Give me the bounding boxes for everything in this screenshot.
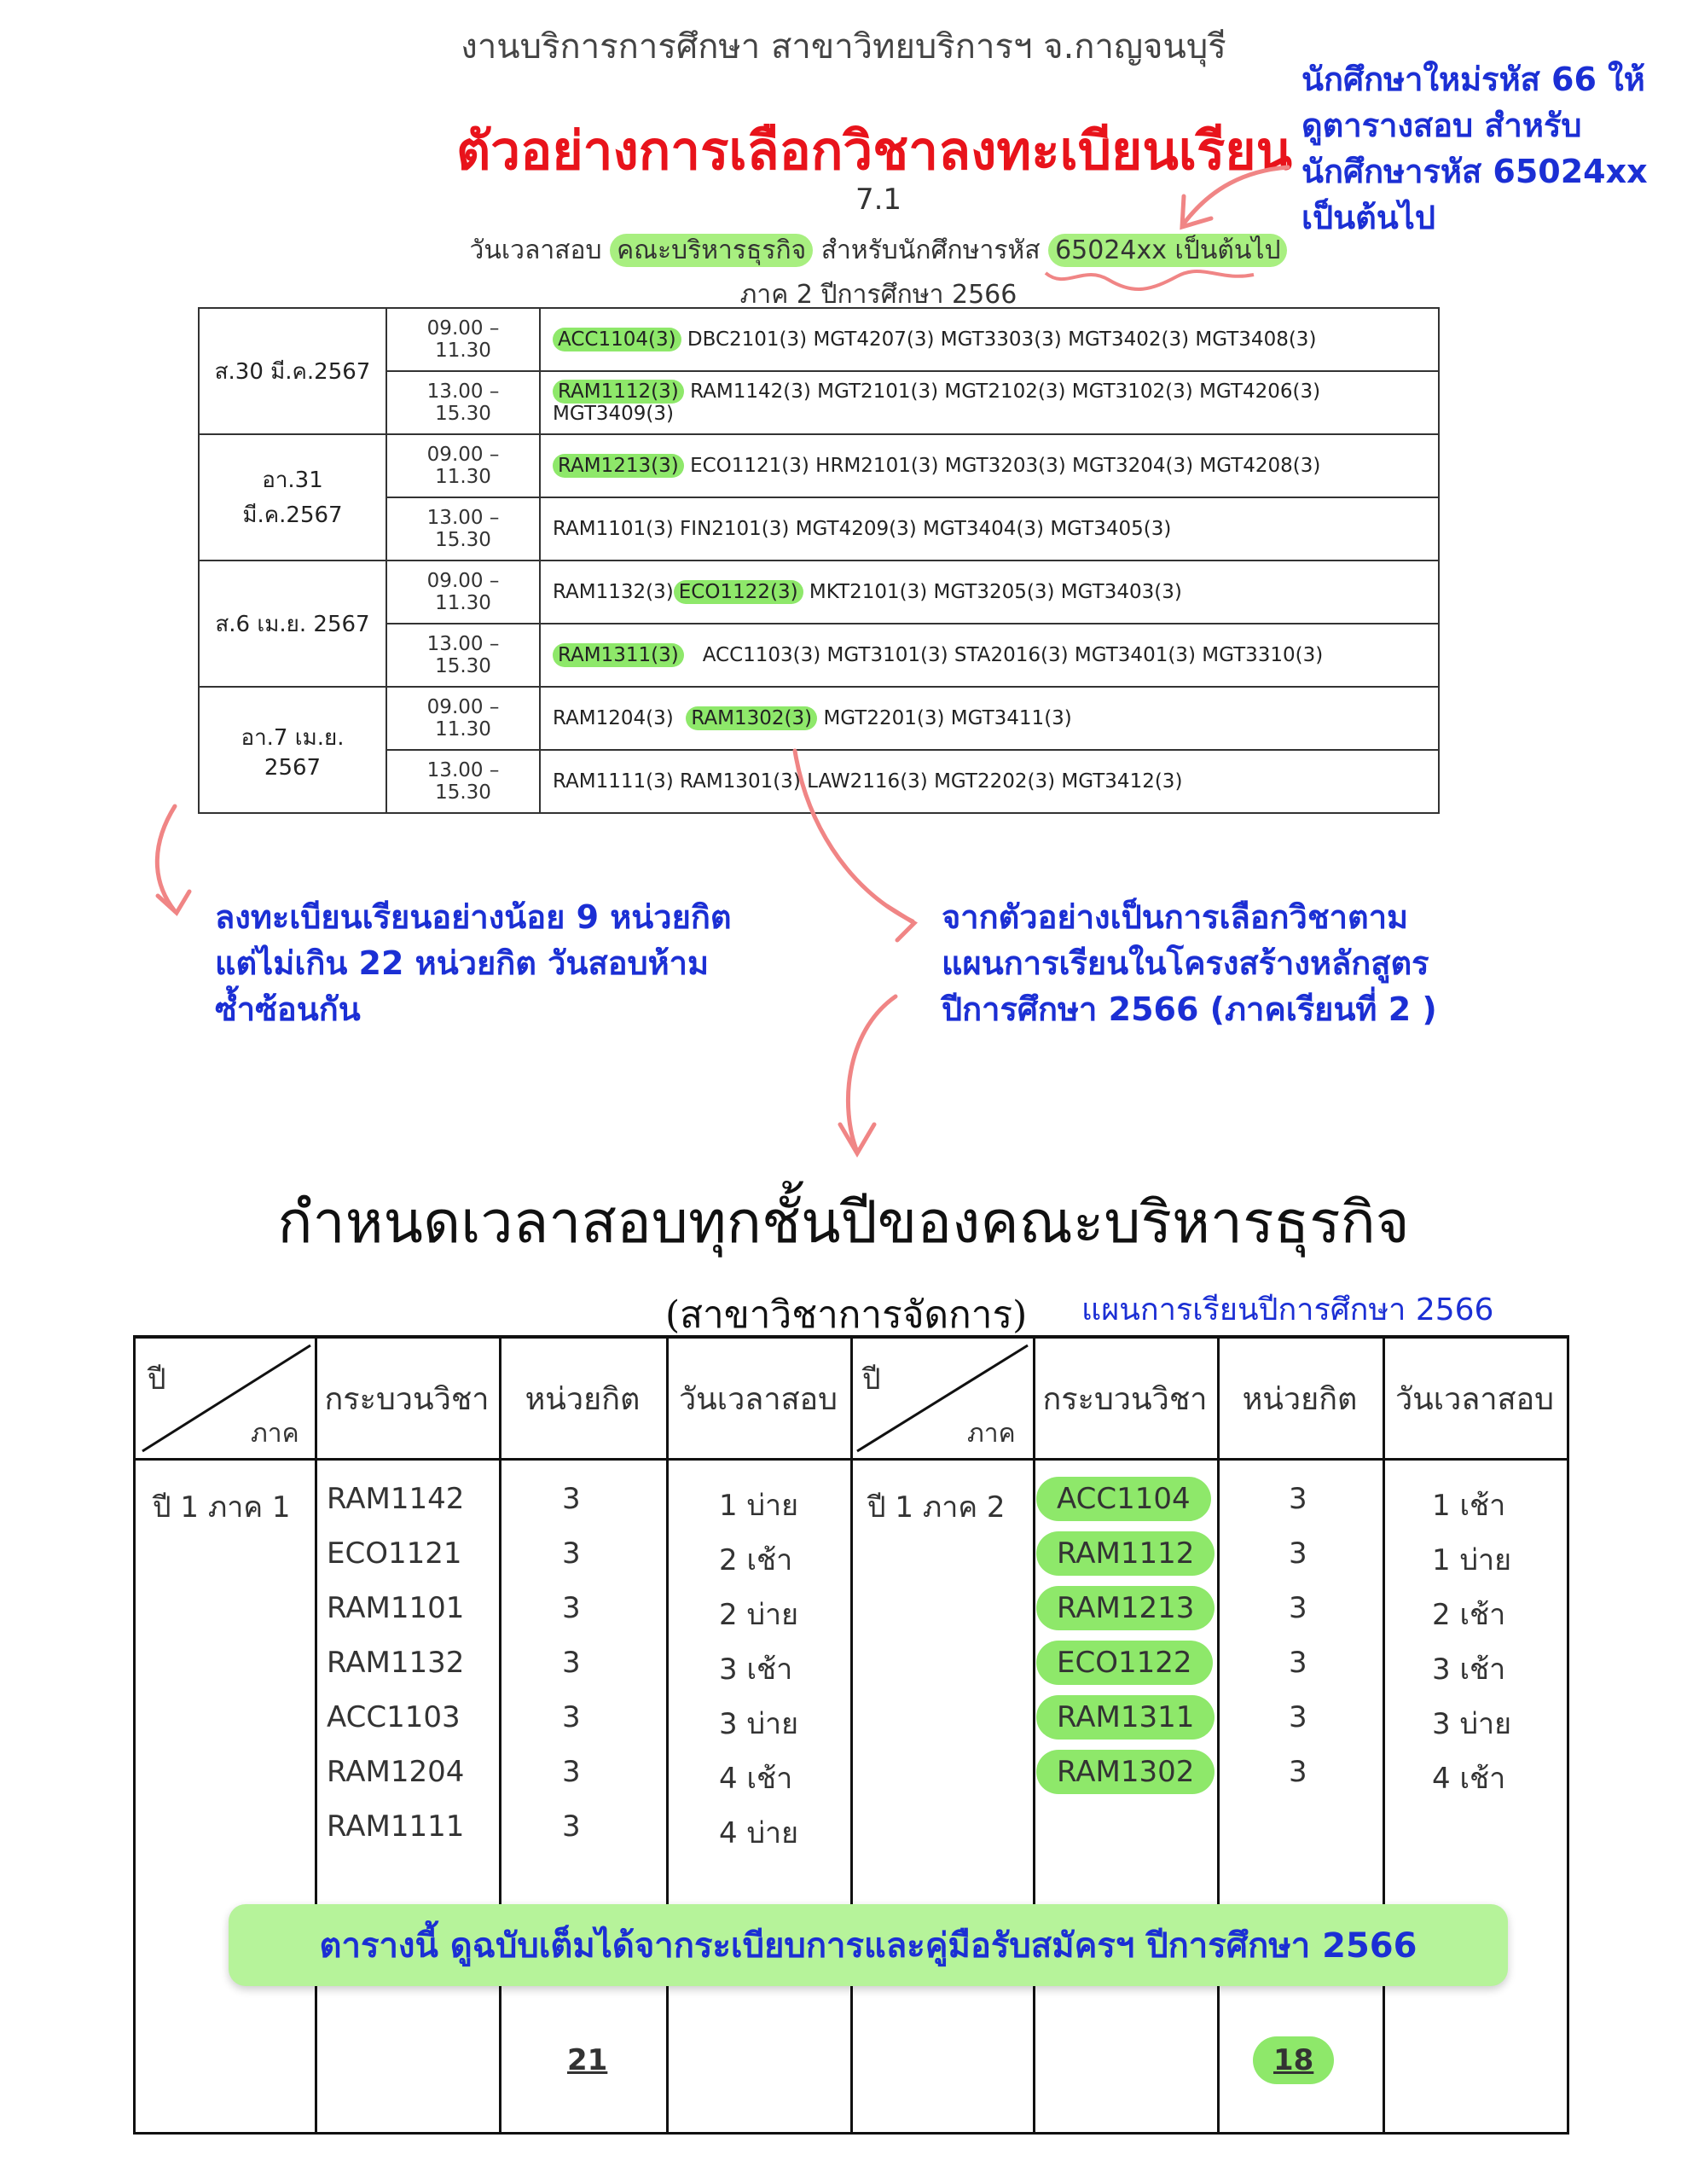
plan-title: กำหนดเวลาสอบทุกชั้นปีของคณะบริหารธุรกิจ: [277, 1189, 1410, 1257]
left-note-line: ลงทะเบียนเรียนอย่างน้อย 9 หน่วยกิต: [215, 898, 732, 936]
exam-time: 13.00 – 15.30: [386, 371, 540, 434]
plan-credits: 3: [1289, 1646, 1307, 1680]
plan-course: RAM1132: [327, 1646, 465, 1680]
course-list: MGT2201(3) MGT3411(3): [823, 707, 1072, 729]
course-pre: RAM1204(3): [553, 707, 674, 729]
selected-course: ACC1104(3): [553, 328, 681, 351]
exam-time: 13.00 – 15.30: [386, 750, 540, 813]
plan-credits: 3: [1289, 1482, 1307, 1516]
exam-time: 09.00 – 11.30: [386, 308, 540, 371]
course-list: RAM1111(3) RAM1301(3) LAW2116(3) MGT2202(3) MGT3412(3): [553, 770, 1183, 793]
plan-exam-time: 3 เช้า: [1432, 1653, 1506, 1687]
exam-day: อา.31 มี.ค.2567: [199, 434, 386, 561]
exam-time: 13.00 – 15.30: [386, 497, 540, 561]
plan-exam-time: 1 เช้า: [1432, 1489, 1506, 1523]
plan-left-label: ปี 1 ภาค 1: [153, 1490, 291, 1525]
plan-credits: 3: [562, 1646, 581, 1680]
plan-course: RAM1111: [327, 1809, 465, 1844]
left-note-line: แต่ไม่เกิน 22 หน่วยกิต วันสอบห้าม: [215, 944, 710, 982]
header-exam: วันเวลาสอบ: [678, 1381, 838, 1417]
plan-course: RAM1112: [1036, 1531, 1215, 1576]
plan-credits: 3: [1289, 1591, 1307, 1625]
plan-table: [133, 1335, 1569, 2135]
arrow-right-icon: [795, 751, 913, 921]
exam-day: ส.30 มี.ค.2567: [199, 308, 386, 434]
exam-time: 09.00 – 11.30: [386, 434, 540, 497]
header-term: ภาค: [967, 1419, 1016, 1449]
plan-course: RAM1101: [327, 1591, 465, 1625]
header-year: ปี: [148, 1362, 166, 1397]
plan-course: ECO1121: [327, 1536, 462, 1571]
plan-course: RAM1204: [327, 1755, 465, 1789]
plan-credits: 3: [562, 1700, 581, 1734]
top-note-line: นักศึกษาใหม่รหัส 66 ให้: [1301, 61, 1645, 98]
top-note-line: ดูตารางสอบ สำหรับ: [1301, 107, 1582, 144]
plan-credits: 3: [1289, 1700, 1307, 1734]
page-title: ตัวอย่างการเลือกวิชาลงทะเบียนเรียน: [456, 119, 1292, 182]
selected-course: RAM1112(3): [553, 380, 684, 404]
header-office: งานบริการการศึกษา สาขาวิทยบริการฯ จ.กาญจนบุรี: [461, 27, 1226, 67]
plan-credits: 3: [1289, 1755, 1307, 1789]
plan-exam-time: 1 บ่าย: [1432, 1543, 1512, 1577]
plan-credits: 3: [1289, 1536, 1307, 1571]
plan-course: ACC1104: [1036, 1477, 1211, 1521]
exam-heading-pre: วันเวลาสอบ: [469, 235, 602, 265]
header-course: กระบวนวิชา: [324, 1381, 490, 1417]
plan-credits: 3: [562, 1809, 581, 1844]
plan-exam-time: 4 บ่าย: [719, 1816, 799, 1850]
course-list: MKT2101(3) MGT3205(3) MGT3403(3): [809, 581, 1182, 603]
plan-course: RAM1311: [1036, 1695, 1215, 1740]
plan-course: RAM1213: [1036, 1586, 1215, 1630]
plan-exam-time: 2 เช้า: [719, 1543, 793, 1577]
plan-exam-time: 3 บ่าย: [719, 1707, 799, 1741]
course-list: DBC2101(3) MGT4207(3) MGT3303(3) MGT3402(3) MGT3408(3): [687, 328, 1317, 351]
right-note-line: แผนการเรียนในโครงสร้างหลักสูตร: [942, 944, 1429, 982]
header-exam: วันเวลาสอบ: [1394, 1381, 1555, 1417]
plan-exam-time: 4 เช้า: [1432, 1762, 1506, 1796]
plan-credits: 3: [562, 1755, 581, 1789]
exam-heading-mid: สำหรับนักศึกษารหัส: [820, 235, 1041, 265]
plan-credits: 3: [562, 1591, 581, 1625]
plan-course: RAM1142: [327, 1482, 465, 1516]
header-credits: หน่วยกิต: [1242, 1381, 1358, 1417]
header-year: ปี: [862, 1362, 881, 1397]
section-number: 7.1: [855, 183, 902, 217]
arrow-top-note-icon: [1184, 167, 1288, 224]
exam-heading-code: 65024xx เป็นต้นไป: [1048, 234, 1287, 267]
exam-time: 09.00 – 11.30: [386, 687, 540, 750]
plan-course: ECO1122: [1036, 1641, 1213, 1685]
course-list: ACC1103(3) MGT3101(3) STA2016(3) MGT3401(3) MGT3310(3): [702, 644, 1324, 666]
plan-credits: 3: [562, 1536, 581, 1571]
plan-exam-time: 3 บ่าย: [1432, 1707, 1512, 1741]
plan-right-total: 18: [1253, 2036, 1334, 2084]
header-course: กระบวนวิชา: [1042, 1381, 1208, 1417]
exam-day: อา.7 เม.ย. 2567: [199, 687, 386, 813]
header-credits: หน่วยกิต: [525, 1381, 641, 1417]
plan-note: แผนการเรียนปีการศึกษา 2566: [1081, 1292, 1494, 1327]
plan-exam-time: 2 บ่าย: [719, 1598, 799, 1632]
right-note-line: ปีการศึกษา 2566 (ภาคเรียนที่ 2 ): [942, 990, 1437, 1028]
plan-right-label: ปี 1 ภาค 2: [867, 1490, 1006, 1525]
plan-exam-time: 2 เช้า: [1432, 1598, 1506, 1632]
top-note-line: นักศึกษารหัส 65024xx: [1301, 153, 1648, 190]
plan-exam-time: 3 เช้า: [719, 1653, 793, 1687]
plan-subtitle: (สาขาวิชาการจัดการ): [665, 1293, 1028, 1337]
course-pre: RAM1132(3): [553, 581, 674, 603]
selected-course: RAM1302(3): [686, 706, 817, 730]
course-list: RAM1101(3) FIN2101(3) MGT4209(3) MGT3404(3) MGT3405(3): [553, 518, 1172, 540]
plan-credits: 3: [562, 1482, 581, 1516]
top-note-line: เป็นต้นไป: [1301, 199, 1435, 236]
callout-banner: ตารางนี้ ดูฉบับเต็มได้จากระเบียบการและคู่มือรับสมัครฯ ปีการศึกษา 2566: [229, 1904, 1508, 1986]
plan-left-total: 21: [567, 2043, 608, 2077]
plan-course: ACC1103: [327, 1700, 461, 1734]
plan-exam-time: 4 เช้า: [719, 1762, 793, 1796]
plan-exam-time: 1 บ่าย: [719, 1489, 799, 1523]
course-list: RAM1142(3) MGT2101(3) MGT2102(3) MGT3102(3) MGT4206(3) MGT3409(3): [553, 380, 1321, 425]
left-note-line: ซ้ำซ้อนกัน: [215, 990, 361, 1028]
exam-day: ส.6 เม.ย. 2567: [199, 561, 386, 687]
exam-heading-faculty: คณะบริหารธุรกิจ: [610, 234, 813, 267]
selected-course: ECO1122(3): [674, 580, 803, 604]
squiggle-underline-icon: [1046, 271, 1254, 289]
exam-time: 09.00 – 11.30: [386, 561, 540, 624]
course-list: ECO1121(3) HRM2101(3) MGT3203(3) MGT3204(3) MGT4208(3): [690, 455, 1321, 477]
plan-course: RAM1302: [1036, 1750, 1215, 1794]
term-label: ภาค 2 ปีการศึกษา 2566: [739, 280, 1017, 310]
selected-course: RAM1311(3): [553, 643, 684, 667]
exam-time: 13.00 – 15.30: [386, 624, 540, 687]
header-term: ภาค: [251, 1419, 299, 1449]
header-divider: [136, 1458, 1567, 1461]
right-note-line: จากตัวอย่างเป็นการเลือกวิชาตาม: [942, 898, 1409, 936]
selected-course: RAM1213(3): [553, 454, 684, 478]
